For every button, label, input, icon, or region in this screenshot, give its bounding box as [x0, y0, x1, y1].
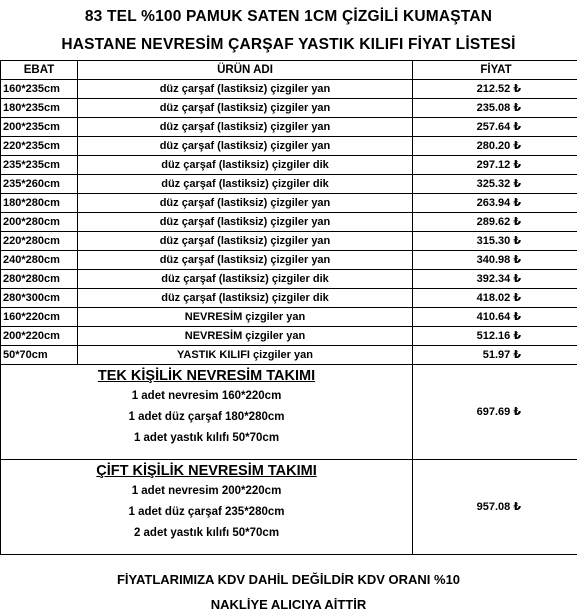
- row-size: 200*280cm: [1, 213, 78, 232]
- row-size: 235*235cm: [1, 156, 78, 175]
- footer-shipping-note: NAKLİYE ALICIYA AİTTİR: [210, 597, 367, 612]
- table-row: [1, 251, 577, 270]
- row-price: 315.30 ₺: [413, 232, 577, 251]
- set-price: 697.69 ₺: [413, 365, 577, 460]
- set-description: [1, 460, 413, 555]
- row-name: düz çarşaf (lastiksiz) çizgiler dik: [78, 156, 413, 175]
- row-size: 220*280cm: [1, 232, 78, 251]
- row-size: 160*220cm: [1, 308, 78, 327]
- row-name: YASTIK KILIFI çizgiler yan: [78, 346, 413, 365]
- set-price: 957.08 ₺: [413, 460, 577, 555]
- row-price: 410.64 ₺: [413, 308, 577, 327]
- table-row: [1, 327, 577, 346]
- header-price: FİYAT: [413, 61, 577, 80]
- table-row: [1, 99, 577, 118]
- row-name: düz çarşaf (lastiksiz) çizgiler yan: [78, 118, 413, 137]
- row-price: 392.34 ₺: [413, 270, 577, 289]
- header-name: ÜRÜN ADI: [78, 61, 413, 80]
- set-item-line: 1 adet nevresim 160*220cm: [131, 390, 282, 402]
- row-price: 212.52 ₺: [413, 80, 577, 99]
- row-name: düz çarşaf (lastiksiz) çizgiler yan: [78, 213, 413, 232]
- row-size: 180*235cm: [1, 99, 78, 118]
- row-size: 200*220cm: [1, 327, 78, 346]
- set-row: [1, 365, 577, 460]
- set-item-line: 1 adet düz çarşaf 180*280cm: [128, 411, 285, 423]
- header-size: EBAT: [1, 61, 78, 80]
- price-table: [0, 60, 577, 555]
- title-line-2: HASTANE NEVRESİM ÇARŞAF YASTIK KILIFI FİYAT LİSTESİ: [61, 36, 516, 53]
- row-price: 325.32 ₺: [413, 175, 577, 194]
- row-name: düz çarşaf (lastiksiz) çizgiler yan: [78, 137, 413, 156]
- row-size: 235*260cm: [1, 175, 78, 194]
- row-price: 512.16 ₺: [413, 327, 577, 346]
- table-header-row: [1, 61, 577, 80]
- table-row: [1, 175, 577, 194]
- row-name: düz çarşaf (lastiksiz) çizgiler yan: [78, 80, 413, 99]
- table-row: [1, 137, 577, 156]
- row-size: 160*235cm: [1, 80, 78, 99]
- row-size: 280*280cm: [1, 270, 78, 289]
- set-row: [1, 460, 577, 555]
- table-row: [1, 118, 577, 137]
- set-item-line: 2 adet yastık kılıfı 50*70cm: [133, 527, 280, 539]
- row-size: 50*70cm: [1, 346, 78, 365]
- row-name: düz çarşaf (lastiksiz) çizgiler dik: [78, 175, 413, 194]
- table-row: [1, 194, 577, 213]
- row-price: 257.64 ₺: [413, 118, 577, 137]
- row-name: düz çarşaf (lastiksiz) çizgiler yan: [78, 194, 413, 213]
- table-row: [1, 80, 577, 99]
- row-price: 340.98 ₺: [413, 251, 577, 270]
- title-line-1: 83 TEL %100 PAMUK SATEN 1CM ÇİZGİLİ KUMAŞTAN: [84, 8, 493, 25]
- footer-vat-note: FİYATLARIMIZA KDV DAHİL DEĞİLDİR KDV ORANI %10: [116, 572, 461, 587]
- row-price: 289.62 ₺: [413, 213, 577, 232]
- row-size: 280*300cm: [1, 289, 78, 308]
- table-row: [1, 289, 577, 308]
- row-price: 418.02 ₺: [413, 289, 577, 308]
- set-item-line: 1 adet yastık kılıfı 50*70cm: [133, 432, 280, 444]
- set-title: TEK KİŞİLİK NEVRESİM TAKIMI: [97, 368, 316, 384]
- row-size: 220*235cm: [1, 137, 78, 156]
- row-size: 240*280cm: [1, 251, 78, 270]
- table-row: [1, 232, 577, 251]
- row-size: 180*280cm: [1, 194, 78, 213]
- table-row: [1, 156, 577, 175]
- row-name: düz çarşaf (lastiksiz) çizgiler yan: [78, 232, 413, 251]
- row-name: düz çarşaf (lastiksiz) çizgiler dik: [78, 270, 413, 289]
- row-price: 280.20 ₺: [413, 137, 577, 156]
- row-price: 297.12 ₺: [413, 156, 577, 175]
- table-row: [1, 270, 577, 289]
- row-name: NEVRESİM çizgiler yan: [78, 308, 413, 327]
- row-name: düz çarşaf (lastiksiz) çizgiler dik: [78, 289, 413, 308]
- row-price: 51.97 ₺: [413, 346, 577, 365]
- table-row: [1, 346, 577, 365]
- row-name: düz çarşaf (lastiksiz) çizgiler yan: [78, 99, 413, 118]
- row-name: NEVRESİM çizgiler yan: [78, 327, 413, 346]
- set-description: [1, 365, 413, 460]
- set-item-line: 1 adet nevresim 200*220cm: [131, 485, 282, 497]
- table-row: [1, 308, 577, 327]
- row-price: 235.08 ₺: [413, 99, 577, 118]
- row-price: 263.94 ₺: [413, 194, 577, 213]
- table-row: [1, 213, 577, 232]
- row-size: 200*235cm: [1, 118, 78, 137]
- set-title: ÇİFT KİŞİLİK NEVRESİM TAKIMI: [96, 463, 317, 479]
- table-body: [1, 80, 577, 555]
- set-item-line: 1 adet düz çarşaf 235*280cm: [128, 506, 285, 518]
- row-name: düz çarşaf (lastiksiz) çizgiler yan: [78, 251, 413, 270]
